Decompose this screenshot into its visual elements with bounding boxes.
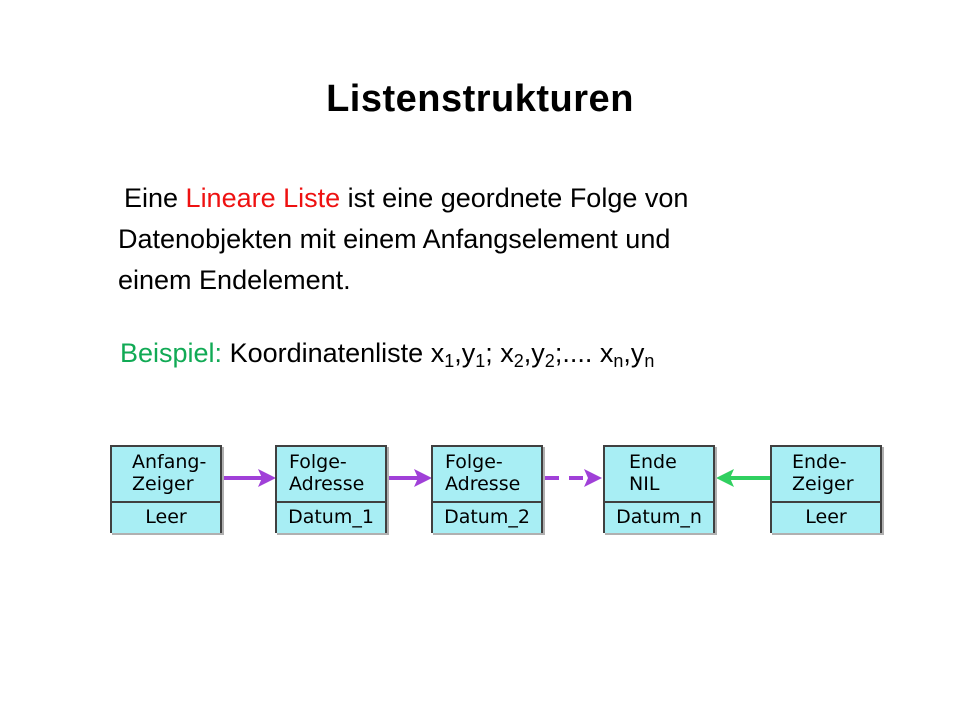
subscript: 2 xyxy=(513,351,524,371)
pointer-arrow-dashed xyxy=(545,469,602,487)
node-bottom: Datum_2 xyxy=(433,503,541,533)
node-top xyxy=(277,447,385,503)
node-label: Folge- xyxy=(445,451,503,473)
subscript: 1 xyxy=(475,351,486,371)
node-label: Ende xyxy=(629,451,677,473)
example-part: ,y xyxy=(523,338,545,368)
node-folge-adresse-2 xyxy=(431,445,543,533)
definition-line-3: einem Endelement. xyxy=(118,265,351,295)
slide-title: Listenstrukturen xyxy=(326,78,634,120)
example-part: ,y xyxy=(623,338,645,368)
node-ende-nil xyxy=(603,445,715,533)
node-top xyxy=(772,447,880,503)
node-label: Ende- xyxy=(792,451,847,473)
node-label: Zeiger xyxy=(132,473,194,495)
node-label: Adresse xyxy=(289,473,365,495)
node-top xyxy=(605,447,713,503)
pointer-arrow-2 xyxy=(388,469,432,487)
node-bottom: Leer xyxy=(772,503,880,533)
definition-line-2: Datenobjekten mit einem Anfangselement und xyxy=(118,224,671,254)
definition-line-1-start: Eine xyxy=(124,183,186,213)
node-label: Anfang- xyxy=(132,451,207,473)
node-top xyxy=(433,447,541,503)
node-top xyxy=(112,447,220,503)
subscript: n xyxy=(644,351,655,371)
node-bottom: Leer xyxy=(112,503,220,533)
definition-line-1-end: ist eine geordnete Folge von xyxy=(340,183,689,213)
node-bottom: Datum_n xyxy=(605,503,713,533)
subscript: n xyxy=(613,351,624,371)
example-label: Beispiel: xyxy=(120,338,223,368)
node-label: Adresse xyxy=(445,473,521,495)
node-label: Zeiger xyxy=(792,473,854,495)
example-text: Koordinatenliste x xyxy=(222,338,445,368)
subscript: 1 xyxy=(444,351,455,371)
subscript: 2 xyxy=(544,351,555,371)
node-ende-zeiger xyxy=(770,445,882,533)
node-label: Folge- xyxy=(289,451,347,473)
lineare-liste-term: Lineare Liste xyxy=(185,183,341,213)
end-pointer-arrow xyxy=(716,469,770,487)
example-part: ;.... x xyxy=(554,338,614,368)
example-part: ; x xyxy=(485,338,514,368)
pointer-arrow-1 xyxy=(224,469,276,487)
node-bottom: Datum_1 xyxy=(277,503,385,533)
example-part: ,y xyxy=(454,338,476,368)
node-label: NIL xyxy=(629,473,660,495)
node-anfang-zeiger xyxy=(110,445,222,533)
node-folge-adresse-1 xyxy=(275,445,387,533)
